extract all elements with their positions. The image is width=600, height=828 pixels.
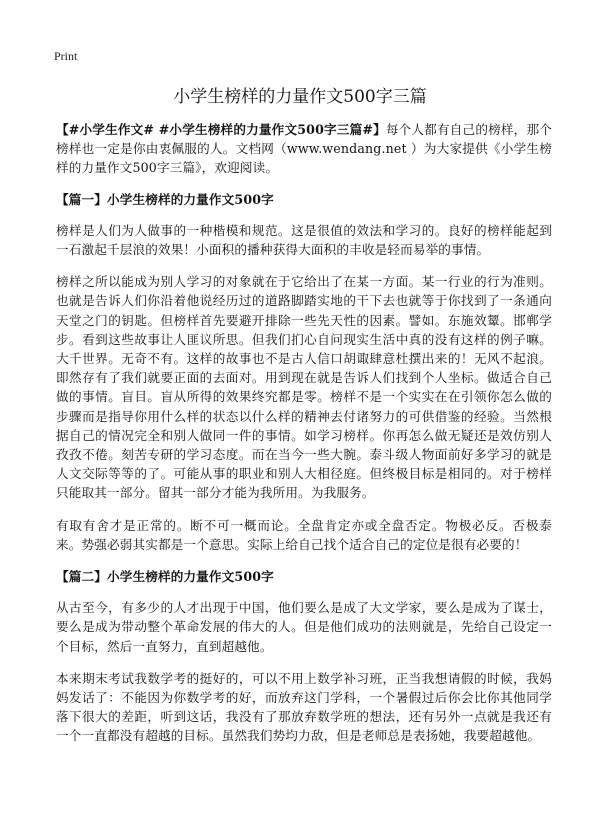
intro-tags: 【#小学生作文# #小学生榜样的力量作文500字三篇#】 <box>56 122 386 137</box>
intro-paragraph <box>56 120 552 178</box>
section-1-paragraph-1: 榜样是人们为人做事的一种楷模和规范。这是很值的效法和学习的。良好的榜样能起到一石激起千层浪的效果！小面积的播种获得大面积的丰收是轻而易举的事情。 <box>56 222 552 258</box>
section-1-paragraph-3: 有取有舍才是正常的。断不可一概而论。全盘肯定亦或全盘否定。物极必反。否极泰来。势强必弱其实都是一个意思。实际上给自己找个适合自己的定位是很有必要的！ <box>56 517 552 552</box>
document-body <box>56 120 552 759</box>
section-1-paragraph-2: 榜样之所以能成为别人学习的对象就在于它给出了在某一方面。某一行业的行为准则。也就是告诉人们你沿着他说经历过的道路脚踏实地的干下去也就等于你找到了一条通向天堂之门的钥匙。但榜样首先要避开排除一些先天性的因素。譬如。东施效颦。邯郸学步。看到这些故事让人匪议所思。但我们扪心自问现实生活中真的没有这样的例子嘛。大千世界。无奇不有。这样的故事也不是古人信口胡诹肆意杜撰出来的！无风不起浪。即然存有了我们就要正面的去面对。用到现在就是告诉人们找到个人坐标。做适合自己做的事情。盲目。盲从所得的效果终究都是零。榜样不是一个实实在在引领你怎么做的步骤而是指导你用什么样的状态以什么样的精神去付诸努力的可供借鉴的经验。当然根据自己的情况完全和别人做同一件的事情。如学习榜样。你再怎么做无疑还是效仿别人孜孜不倦。刻苦专研的学习态度。而在当今一些大腕。泰斗级人物面前好多学习的就是人文交际等等的了。可能从事的职业和别人大相径庭。但终极目标是相同的。对于榜样只能取其一部分。留其一部分才能为我所用。为我服务。 <box>56 274 552 501</box>
print-link[interactable]: Print <box>54 49 78 63</box>
section-2-paragraph-1: 从古至今，有多少的人才出现于中国，他们要么是成了大文学家，要么是成为了谋士，要么是成为带动整个革命发展的伟大的人。但是他们成功的法则就是，先给自己设定一个目标，然后一直努力，直到超越他。 <box>56 600 552 654</box>
intro-text: 每个人都有自己的榜样，那个榜样也一定是你由衷佩服的人。文档网（www.wendang.net ）为大家提供《小学生榜样的力量作文500字三篇》，欢迎阅读。 <box>56 122 552 176</box>
document-title: 小学生榜样的力量作文500字三篇 <box>173 87 427 107</box>
section-1-heading: 【篇一】小学生榜样的力量作文500字 <box>56 191 274 207</box>
section-2-heading: 【篇二】小学生榜样的力量作文500字 <box>56 569 274 585</box>
section-2-paragraph-2: 本来期末考试我数学考的挺好的，可以不用上数学补习班，正当我想请假的时候，我妈妈发话了：不能因为你数学考的好，而放弃这门学科，一个暑假过后你会比你其他同学落下很大的差距，听到这话，我没有了那放弃数学班的想法，还有另外一点就是我还有一个一直都没有超越的目标。虽然我们势均力敌，但是老师总是表扬她，我要超越他。 <box>56 670 552 744</box>
